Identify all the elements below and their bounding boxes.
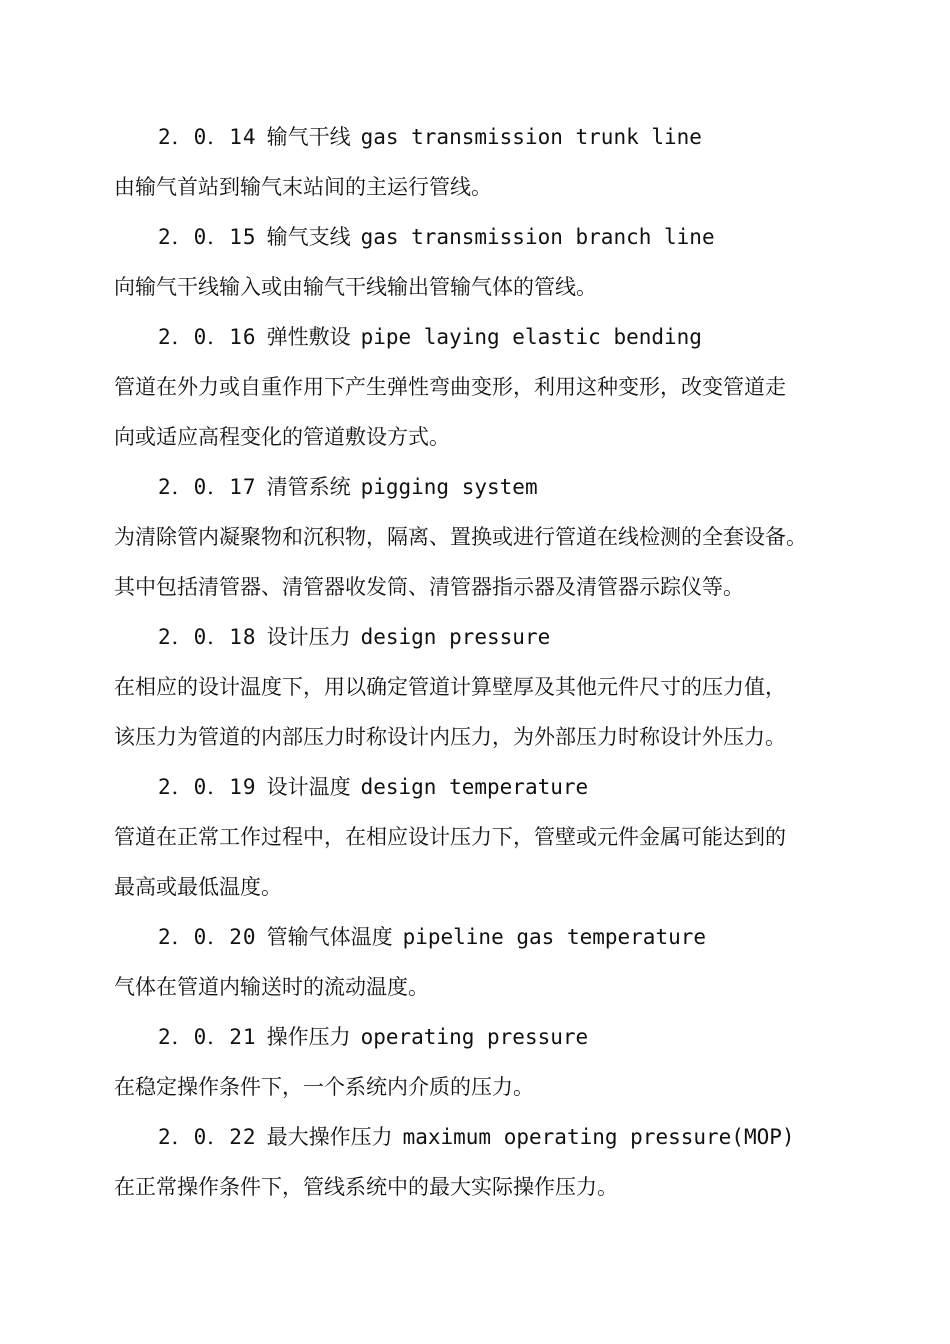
term-number: 2．0．18 <box>158 625 257 649</box>
term-heading <box>0 912 950 962</box>
term-english: pipeline gas temperature <box>402 925 707 949</box>
term-definition-line: 在正常操作条件下，管线系统中的最大实际操作压力。 <box>114 1175 618 1199</box>
term-number: 2．0．22 <box>158 1125 257 1149</box>
term-chinese: 清管系统 <box>266 475 351 499</box>
term-definition-line: 向输气干线输入或由输气干线输出管输气体的管线。 <box>114 275 597 299</box>
term-chinese: 最大操作压力 <box>266 1125 393 1149</box>
term-heading <box>0 212 950 262</box>
term-number: 2．0．21 <box>158 1025 257 1049</box>
term-number: 2．0．19 <box>158 775 257 799</box>
term-number: 2．0．14 <box>158 125 257 149</box>
term-english: design pressure <box>360 625 551 649</box>
term-heading <box>0 462 950 512</box>
term-definition-line: 最高或最低温度。 <box>114 875 282 899</box>
term-english: gas transmission branch line <box>360 225 715 249</box>
term-english: maximum operating pressure(MOP) <box>402 1125 795 1149</box>
term-definition-line: 该压力为管道的内部压力时称设计内压力，为外部压力时称设计外压力。 <box>114 725 786 749</box>
term-definition-line: 向或适应高程变化的管道敷设方式。 <box>114 425 450 449</box>
term-chinese: 设计压力 <box>266 625 351 649</box>
term-heading <box>0 612 950 662</box>
term-number: 2．0．16 <box>158 325 257 349</box>
term-chinese: 输气支线 <box>266 225 351 249</box>
term-definition-line: 在相应的设计温度下，用以确定管道计算壁厚及其他元件尺寸的压力值， <box>114 675 786 699</box>
term-english: operating pressure <box>360 1025 589 1049</box>
term-chinese: 输气干线 <box>266 125 351 149</box>
term-chinese: 弹性敷设 <box>266 325 351 349</box>
term-english: pigging system <box>360 475 538 499</box>
term-english: design temperature <box>360 775 589 799</box>
term-chinese: 管输气体温度 <box>266 925 393 949</box>
term-number: 2．0．17 <box>158 475 257 499</box>
term-heading <box>0 762 950 812</box>
term-english: gas transmission trunk line <box>360 125 702 149</box>
term-definition-line: 其中包括清管器、清管器收发筒、清管器指示器及清管器示踪仪等。 <box>114 575 744 599</box>
term-definition-line: 管道在正常工作过程中，在相应设计压力下，管壁或元件金属可能达到的 <box>114 825 786 849</box>
term-definition-line: 为清除管内凝聚物和沉积物，隔离、置换或进行管道在线检测的全套设备。 <box>114 525 807 549</box>
term-definition-line: 气体在管道内输送时的流动温度。 <box>114 975 429 999</box>
term-chinese: 设计温度 <box>266 775 351 799</box>
term-number: 2．0．20 <box>158 925 257 949</box>
term-chinese: 操作压力 <box>266 1025 351 1049</box>
term-heading <box>0 1012 950 1062</box>
term-heading <box>0 112 950 162</box>
term-heading <box>0 312 950 362</box>
term-number: 2．0．15 <box>158 225 257 249</box>
term-definition-line: 管道在外力或自重作用下产生弹性弯曲变形，利用这种变形，改变管道走 <box>114 375 786 399</box>
term-heading <box>0 1112 950 1162</box>
term-definition-line: 由输气首站到输气末站间的主运行管线。 <box>114 175 492 199</box>
term-definition-line: 在稳定操作条件下，一个系统内介质的压力。 <box>114 1075 534 1099</box>
term-english: pipe laying elastic bending <box>360 325 702 349</box>
